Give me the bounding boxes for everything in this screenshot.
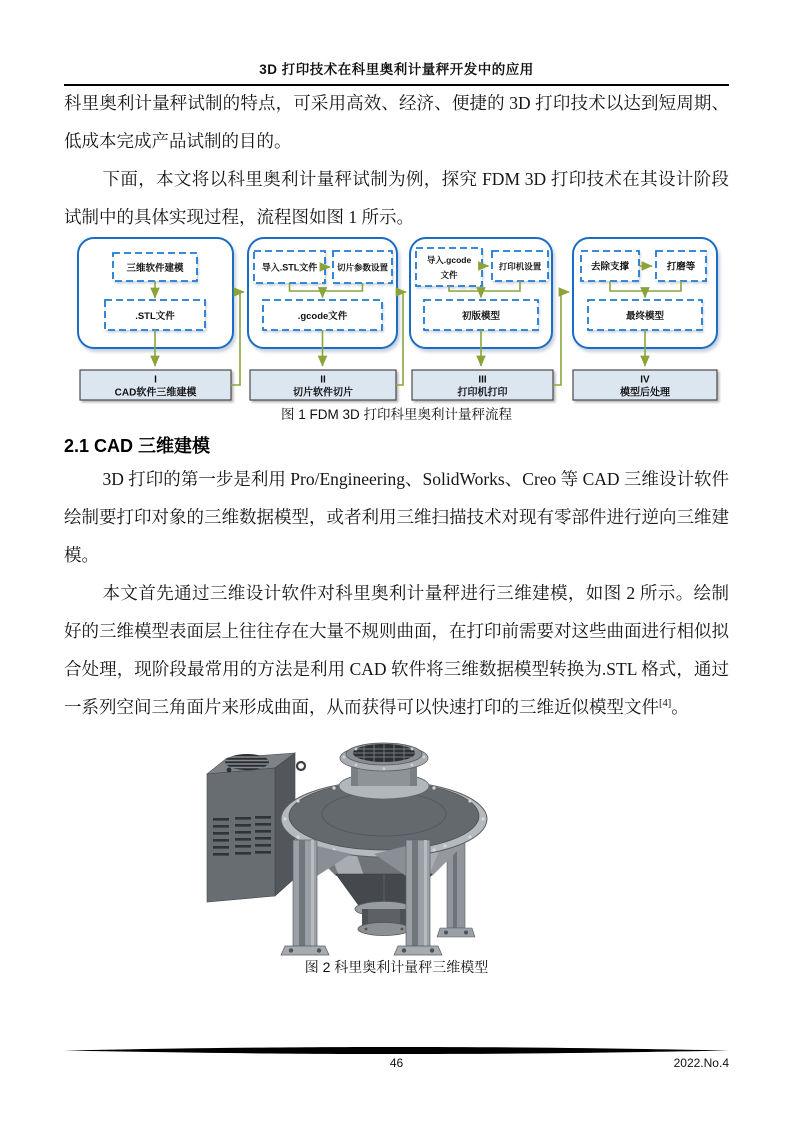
figure2-image [64,726,729,956]
stage3-box-right-label: 打印机设置 [498,261,542,272]
figure1-caption: 图 1 FDM 3D 打印科里奥利计量秤流程 [280,407,512,422]
page-header-title: 3D 打印技术在科里奥利计量秤开发中的应用 [259,62,534,77]
figure2-caption: 图 2 科里奥利计量秤三维模型 [304,959,489,975]
stage4-name: 模型后处理 [620,387,670,399]
stage2-name: 切片软件切片 [293,387,353,399]
page-content [64,84,729,978]
paragraph: 3D 打印的第一步是利用 Pro/Engineering、SolidWorks、Creo 等 CAD 三维设计软件绘制要打印对象的三维数据模型，或者利用三维扫描技术对现有零部件进行逆向三维建模。 [64,469,729,565]
paragraph: 下面，本文将以科里奥利计量秤试制为例，探究 FDM 3D 打印技术在其设计阶段试制中的具体实现过程，流程图如图 1 所示。 [64,169,729,227]
lifting-eye [297,762,305,770]
stage3-numeral: III [478,374,487,386]
stage3-box-left-line1: 导入.gcode [426,255,472,265]
page-number: 46 [389,1056,404,1070]
coriolis-3d-model [199,726,499,956]
flowchart-canvas [64,236,729,404]
issue-label: 2022.No.4 [673,1056,729,1070]
stage4-box-bottom-label: 最终模型 [625,311,665,322]
stage3-to-stage4-connector [553,292,569,385]
stage1-name: CAD软件三维建模 [114,387,197,399]
paragraph: 科里奥利计量秤试制的特点，可采用高效、经济、便捷的 3D 打印技术以达到短周期、低成本完成产品试制的目的。 [64,93,729,151]
footer-rule [64,1047,729,1054]
stage3-box-bottom-label: 初版模型 [461,311,501,322]
stage3-name: 打印机打印 [457,387,508,399]
stage1-box-bottom-label: .STL文件 [135,311,175,322]
paragraph-period: 。 [671,697,689,717]
stage2-box-left-label: 导入.STL文件 [261,262,318,273]
figure1-flowchart [64,236,729,404]
stage1-box-top-label: 三维软件建模 [126,263,184,274]
section-heading: 2.1 CAD 三维建模 [64,436,211,456]
paragraph-text: 本文首先通过三维设计软件对科里奥利计量秤进行三维建模，如图 2 所示。绘制好的三维模型表面层上往往存在大量不规则曲面，在打印前需要对这些曲面进行相似拟合处理，现阶段最常用的方法是利用 CAD 软件将三维数据模型转换为.STL 格式，通过一系列空间三角面片来形成曲面，从而获得可以快速打印的三维近似模型文件 [64,583,729,717]
stage1-numeral: I [154,374,157,386]
stage3-box-left [416,248,482,286]
stage2-numeral: II [320,374,326,386]
stage2-box-bottom-label: .gcode文件 [297,311,348,322]
paragraph [64,574,729,726]
citation-ref: [4] [659,698,672,710]
stage4-box-left-label: 去除支撑 [590,261,630,273]
footer [64,1056,729,1076]
stage2-box-right-label: 切片参数设置 [336,262,389,273]
stage4-numeral: IV [640,374,650,386]
stage4-box-right-label: 打磨等 [666,261,696,273]
control-cabinet [207,753,295,902]
stage3-box-left-line2: 文件 [440,270,458,280]
